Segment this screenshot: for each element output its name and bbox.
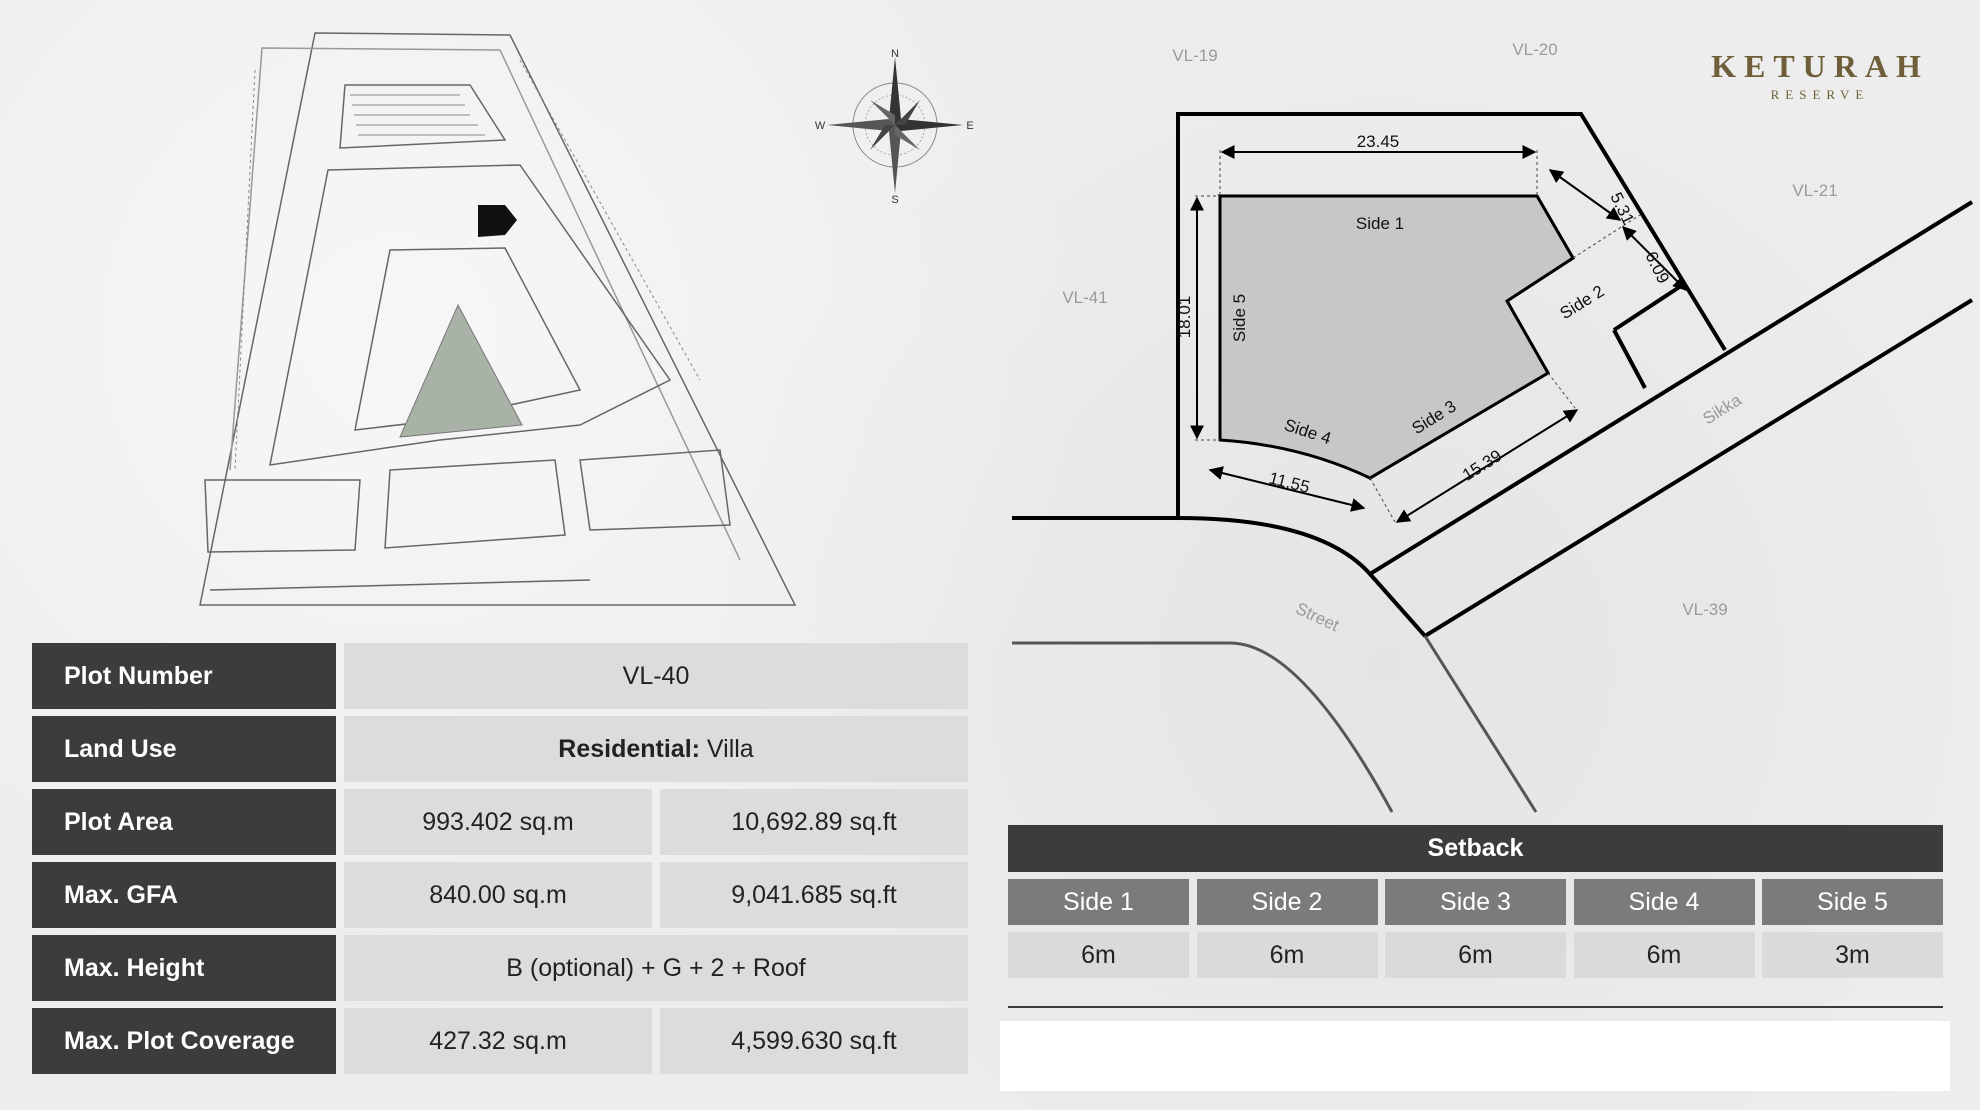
height-value: B (optional) + G + 2 + Roof xyxy=(344,935,968,1001)
setback-side-value: 3m xyxy=(1762,932,1943,978)
plot-area-sqft: 10,692.89 sq.ft xyxy=(660,789,968,855)
setback-side-value: 6m xyxy=(1385,932,1566,978)
neighbor-vl19: VL-19 xyxy=(1172,46,1218,65)
plot-marker xyxy=(478,205,517,237)
setback-col-side4 xyxy=(1574,879,1755,978)
blank-panel xyxy=(1000,1021,1950,1091)
site-plan xyxy=(190,25,810,615)
street-label: Street xyxy=(1292,598,1342,636)
green-area xyxy=(400,305,522,437)
coverage-label: Max. Plot Coverage xyxy=(32,1008,336,1074)
setback-title: Setback xyxy=(1008,825,1943,872)
setback-side-label: Side 5 xyxy=(1762,879,1943,925)
setback-col-side2 xyxy=(1197,879,1378,978)
land-use-value xyxy=(344,716,968,782)
plot-diagram xyxy=(1000,30,1980,830)
logo-tagline: RESERVE xyxy=(1770,87,1870,102)
gfa-sqm: 840.00 sq.m xyxy=(344,862,652,928)
row-plot-coverage xyxy=(32,1008,968,1074)
plot-area-sqm: 993.402 sq.m xyxy=(344,789,652,855)
label-side2: Side 2 xyxy=(1556,281,1608,324)
label-side4: Side 4 xyxy=(1281,415,1334,449)
dim-1155: 11.55 xyxy=(1267,468,1312,497)
setback-side-value: 6m xyxy=(1574,932,1755,978)
row-plot-number xyxy=(32,643,968,709)
compass-e: E xyxy=(966,120,974,132)
neighbor-vl21: VL-21 xyxy=(1792,181,1838,200)
setback-table xyxy=(1008,825,1943,978)
setback-side-label: Side 1 xyxy=(1008,879,1189,925)
setback-side-label: Side 4 xyxy=(1574,879,1755,925)
label-side3: Side 3 xyxy=(1408,396,1460,439)
height-label: Max. Height xyxy=(32,935,336,1001)
setback-side-label: Side 2 xyxy=(1197,879,1378,925)
row-max-height xyxy=(32,935,968,1001)
setback-col-side3 xyxy=(1385,879,1566,978)
row-land-use xyxy=(32,716,968,782)
neighbor-vl41: VL-41 xyxy=(1062,288,1108,307)
neighbor-vl39: VL-39 xyxy=(1682,600,1728,619)
setback-side-value: 6m xyxy=(1197,932,1378,978)
compass-w: W xyxy=(815,120,826,132)
coverage-sqft: 4,599.630 sq.ft xyxy=(660,1008,968,1074)
plot-area-label: Plot Area xyxy=(32,789,336,855)
dim-left: 18.01 xyxy=(1175,295,1194,339)
plot-number-label: Plot Number xyxy=(32,643,336,709)
setback-col-side5 xyxy=(1762,879,1943,978)
divider-line xyxy=(1008,1006,1943,1008)
sikka-label: Sikka xyxy=(1699,390,1745,429)
land-use-category: Residential: xyxy=(558,734,700,763)
compass-s: S xyxy=(891,194,899,205)
setback-grid xyxy=(1008,879,1943,978)
dim-top: 23.45 xyxy=(1356,132,1400,151)
label-side5: Side 5 xyxy=(1230,293,1249,343)
setback-side-value: 6m xyxy=(1008,932,1189,978)
plot-number-value: VL-40 xyxy=(344,643,968,709)
row-plot-area xyxy=(32,789,968,855)
gfa-label: Max. GFA xyxy=(32,862,336,928)
compass-n: N xyxy=(891,48,899,60)
setback-col-side1 xyxy=(1008,879,1189,978)
plot-info-table xyxy=(32,643,968,1081)
label-side1: Side 1 xyxy=(1355,214,1405,233)
gfa-sqft: 9,041.685 sq.ft xyxy=(660,862,968,928)
land-use-type: Villa xyxy=(699,734,754,763)
coverage-sqm: 427.32 sq.m xyxy=(344,1008,652,1074)
dim-531: 5.31 xyxy=(1606,189,1638,228)
compass-rose xyxy=(815,45,975,205)
row-max-gfa xyxy=(32,862,968,928)
neighbor-vl20: VL-20 xyxy=(1512,40,1558,59)
dim-609: 6.09 xyxy=(1641,248,1673,287)
setback-side-label: Side 3 xyxy=(1385,879,1566,925)
logo-name: KETURAH xyxy=(1711,48,1929,84)
land-use-label: Land Use xyxy=(32,716,336,782)
dim-1539: 15.39 xyxy=(1459,446,1506,485)
